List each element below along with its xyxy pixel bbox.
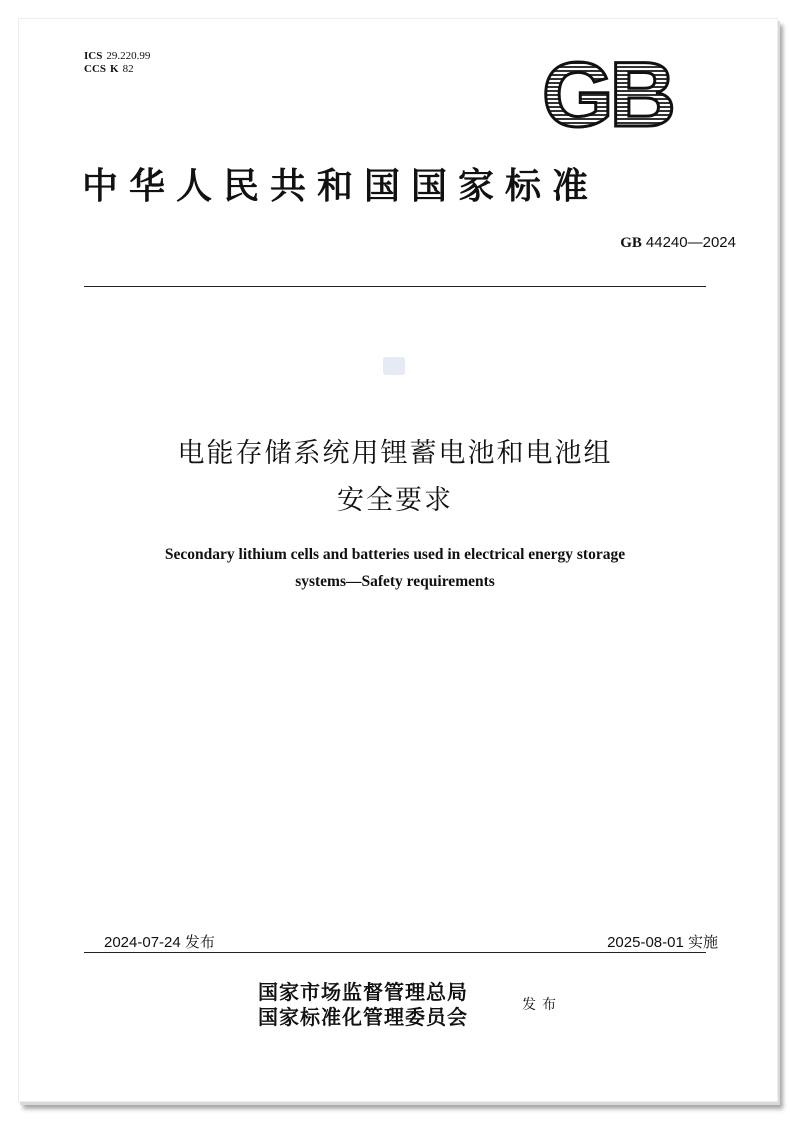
ccs-code [84,63,150,76]
footer-divider [84,952,706,953]
chinese-title-line-1: 电能存储系统用锂蓄电池和电池组 [177,438,613,469]
issuer-samr: 国家市场监督管理总局 [258,980,468,1004]
english-title-line-2: systems—Safety requirements [295,573,495,590]
chinese-title-line-2: 安全要求 [337,485,453,516]
national-standard-title: 中华人民共和国国家标准 [82,165,600,207]
issue-date: 2024-07-24 发布 [104,934,215,951]
gb-logo [527,50,687,134]
ics-code [84,50,150,63]
issuing-authorities [258,980,468,1030]
standard-prefix: GB [620,235,642,251]
watermark-mark [383,357,405,375]
ccs-label: CCS [84,63,107,75]
ccs-value: 82 [122,63,134,75]
implementation-date: 2025-08-01 实施 [607,934,718,951]
publish-label: 发布 [522,997,562,1013]
ics-label: ICS [84,50,103,62]
header-divider [84,286,706,287]
issuer-sac: 国家标准化管理委员会 [258,1005,468,1029]
gb-logo-text: GB [542,50,672,134]
standard-number [620,233,736,252]
ics-value: 29.220.99 [106,50,151,62]
ccs-letter: K [110,63,119,75]
english-title-line-1: Secondary lithium cells and batteries used in electrical energy storage [164,546,626,563]
standard-number-value: 44240—2024 [645,234,736,251]
classification-codes [84,50,150,76]
